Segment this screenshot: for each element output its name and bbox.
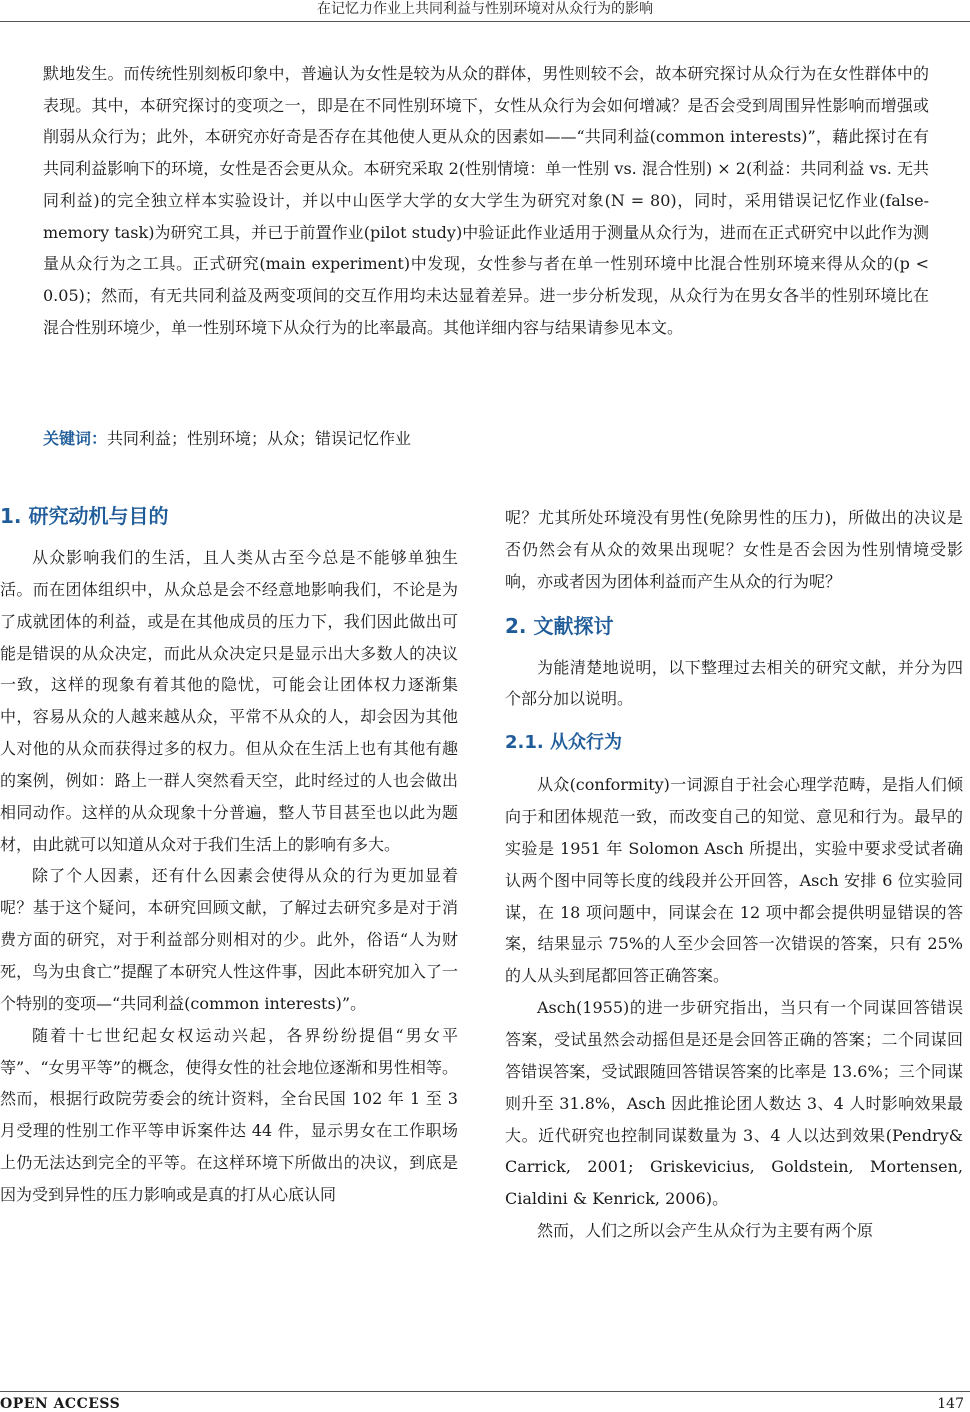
paragraph: Asch(1955)的进一步研究指出，当只有一个同谋回答错误答案，受试虽然会动摇但是还是会回答正确的答案；二个同谋回答错误答案，受试跟随回答错误答案的比率是 13.6%；三个同谋则升至 31.8%，Asch 因此推论团人数达 3、4 人时影响效果最大。近代研究也控制同谋数量为 3、4 人以达到效果(Pendry& Carrick, 2001; Griskevicius, Goldstein, Mortensen, Cialdini & Kenrick, 2006)。: [505, 998, 963, 1209]
footer-divider: [0, 1391, 970, 1392]
paragraph: 从众(conformity)一词源自于社会心理学范畴，是指人们倾向于和团体规范一致，而改变自己的知觉、意见和行为。最早的实验是 1951 年 Solomon Asch 所提出，实验中要求受试者确认两个图中同等长度的线段并公开回答，Asch 安排 6 位实验同谋，在 18 项问题中，同谋会在 12 项中都会提供明显错误的答案，结果显示 75%的人至少会回答一次错误的答案，只有 25%的人从头到尾都回答正确答案。: [505, 775, 963, 986]
keywords-line: [43, 424, 929, 454]
paragraph: 然而，人们之所以会产生从众行为主要有两个原: [537, 1221, 874, 1241]
paragraph: 为能清楚地说明，以下整理过去相关的研究文献，并分为四个部分加以说明。: [505, 657, 963, 709]
keywords-label: 关键词：: [43, 429, 108, 448]
left-column: [0, 500, 458, 1211]
page-number: 147: [937, 1396, 964, 1412]
section-2-heading: 2. 文献探讨: [505, 613, 614, 638]
paragraph-continued: 呢？尤其所处环境没有男性(免除男性的压力)，所做出的决议是否仍然会有从众的效果出现呢？女性是否会因为性别情境受影响，亦或者因为团体利益而产生从众的行为呢？: [505, 508, 963, 591]
paragraph: 从众影响我们的生活，且人类从古至今总是不能够单独生活。而在团体组织中，从众总是会不经意地影响我们，不论是为了成就团体的利益，或是在其他成员的压力下，我们因此做出可能是错误的从众决定，而此从众决定只是显示出大多数人的决议一致，这样的现象有着其他的隐忧，可能会让团体权力逐渐集中，容易从众的人越来越从众，平常不从众的人，却会因为其他人对他的从众而获得过多的权力。但从众在生活上也有其他有趣的案例，例如：路上一群人突然看天空，此时经过的人也会做出相同动作。这样的从众现象十分普遍，整人节目甚至也以此为题材，由此就可以知道从众对于我们生活上的影响有多大。: [0, 548, 458, 854]
abstract-text: 默地发生。而传统性别刻板印象中，普遍认为女性是较为从众的群体，男性则较不会，故本研究探讨从众行为在女性群体中的表现。其中，本研究探讨的变项之一，即是在不同性别环境下，女性从众行为会如何增减？是否会受到周围异性影响而增强或削弱从众行为；此外，本研究亦好奇是否存在其他使人更从众的因素如——“共同利益(common interests)”，藉此探讨在有共同利益影响下的环境，女性是否会更从众。本研究采取 2(性别情境：单一性别 vs. 混合性别) × 2(利益：共同利益 vs. 无共同利益)的完全独立样本实验设计，并以中山医学大学的女大学生为研究对象(N = 80)，同时，采用错误记忆作业(false-memory task)为研究工具，并已于前置作业(pilot study)中验证此作业适用于测量从众行为，进而在正式研究中以此作为测量从众行为之工具。正式研究(main experiment)中发现，女性参与者在单一性别环境中比混合性别环境来得从众的(p < 0.05)；然而，有无共同利益及两变项间的交互作用均未达显着差异。进一步分析发现，从众行为在男女各半的性别环境比在混合性别环境少，单一性别环境下从众行为的比率最高。其他详细内容与结果请参见本文。: [43, 64, 929, 337]
right-column: [505, 502, 963, 1247]
open-access-tag: OPEN ACCESS: [0, 1396, 121, 1412]
header-divider: [0, 21, 970, 22]
paragraph: 随着十七世纪起女权运动兴起，各界纷纷提倡“男女平等”、“女男平等”的概念，使得女性的社会地位逐渐和男性相等。然而，根据行政院劳委会的统计资料，全台民国 102 年 1 至 3 月受理的性别工作平等申诉案件达 44 件，显示男女在工作职场上仍无法达到完全的平等。在这样环境下所做出的决议，到底是因为受到异性的压力影响或是真的打从心底认同: [0, 1025, 458, 1204]
paragraph: 除了个人因素，还有什么因素会使得从众的行为更加显着呢？基于这个疑问，本研究回顾文献，了解过去研究多是对于消费方面的研究，对于利益部分则相对的少。此外，俗语“人为财死，鸟为虫食亡”提醒了本研究人性这件事，因此本研究加入了一个特别的变项—“共同利益(common interests)”。: [0, 866, 458, 1013]
subsection-2-1-heading: 2.1. 从众行为: [505, 732, 622, 754]
abstract-block: [43, 58, 929, 343]
keywords-value: 共同利益；性别环境；从众；错误记忆作业: [107, 429, 412, 448]
section-1-heading: 1. 研究动机与目的: [0, 504, 169, 528]
running-title: 在记忆力作业上共同利益与性别环境对从众行为的影响: [317, 1, 653, 17]
